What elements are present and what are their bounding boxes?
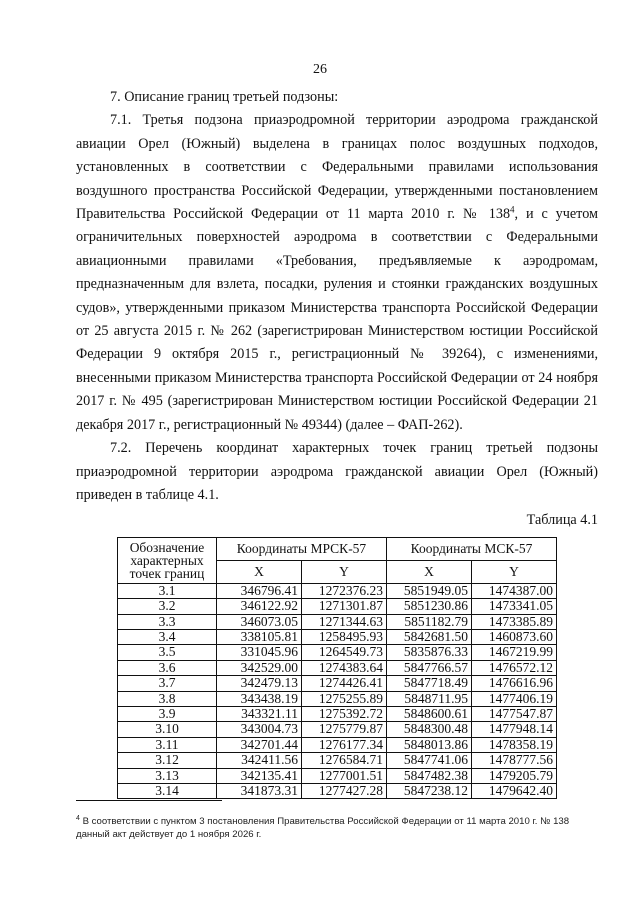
table-row <box>118 676 557 691</box>
footnote-text: В соответствии с пунктом 3 постановления Правительства Российской Федерации от 11 марта 2010 г. № 138 данный акт действует до 1 ноября 2026 г. <box>76 816 570 841</box>
cell-point: 3.6 <box>118 660 217 675</box>
cell-mrsk-x: 342701.44 <box>217 737 302 752</box>
cell-msk-y: 1478358.19 <box>472 737 557 752</box>
cell-mrsk-y: 1271301.87 <box>302 599 387 614</box>
table-caption: Таблица 4.1 <box>526 512 598 529</box>
cell-msk-x: 5847482.38 <box>387 768 472 783</box>
cell-msk-y: 1474387.00 <box>472 583 557 598</box>
document-body <box>76 86 598 799</box>
cell-msk-y: 1479205.79 <box>472 768 557 783</box>
paragraph-7-1-text-b: , и с учетом ограничительных поверхностей аэродрома в соответствии с Федеральными авиационными правилами «Требования, предъявляемые к аэродромам, предназначенным для взлета, посадки, руления и стоянки гражданских воздушных судов», утвержденными приказом Министерства транспорта Российской Федерации от 25 августа 2015 г. № 262 (зарегистрирован Министерством юстиции Российской Федерации 9 октября 2015 г., регистрационный № 39264), с изменениями, внесенными приказом Министерства транспорта Российской Федерации от 24 ноября 2017 г. № 495 (зарегистрирован Министерством юстиции Российской Федерации 21 декабря 2017 г., регистрационный № 49344) (далее – ФАП-262). <box>76 206 598 433</box>
table-row <box>118 753 557 768</box>
cell-msk-y: 1477948.14 <box>472 722 557 737</box>
header-point-designation: Обозначение характерных точек границ <box>118 537 217 583</box>
cell-msk-x: 5848300.48 <box>387 722 472 737</box>
table-row <box>118 629 557 644</box>
table-row <box>118 768 557 783</box>
header-mrsk-y: Y <box>302 560 387 583</box>
cell-mrsk-y: 1275392.72 <box>302 706 387 721</box>
cell-msk-y: 1478777.56 <box>472 753 557 768</box>
cell-point: 3.2 <box>118 599 217 614</box>
coordinates-table <box>117 537 557 800</box>
cell-point: 3.9 <box>118 706 217 721</box>
cell-msk-y: 1476616.96 <box>472 676 557 691</box>
cell-mrsk-y: 1272376.23 <box>302 583 387 598</box>
cell-mrsk-x: 342135.41 <box>217 768 302 783</box>
cell-msk-x: 5848711.95 <box>387 691 472 706</box>
cell-msk-y: 1473385.89 <box>472 614 557 629</box>
cell-point: 3.1 <box>118 583 217 598</box>
cell-msk-x: 5848600.61 <box>387 706 472 721</box>
cell-mrsk-x: 341873.31 <box>217 784 302 799</box>
cell-msk-x: 5847766.57 <box>387 660 472 675</box>
cell-msk-y: 1473341.05 <box>472 599 557 614</box>
footnote-separator <box>76 800 222 801</box>
table-row <box>118 691 557 706</box>
header-mrsk-x: X <box>217 560 302 583</box>
page-number: 26 <box>313 62 327 77</box>
cell-msk-x: 5847238.12 <box>387 784 472 799</box>
paragraph-7-1 <box>76 109 598 437</box>
cell-mrsk-y: 1271344.63 <box>302 614 387 629</box>
cell-mrsk-y: 1277427.28 <box>302 784 387 799</box>
table-row <box>118 614 557 629</box>
cell-mrsk-y: 1275255.89 <box>302 691 387 706</box>
cell-mrsk-y: 1276177.34 <box>302 737 387 752</box>
table-row <box>118 599 557 614</box>
table-row <box>118 645 557 660</box>
header-mrsk-57: Координаты МРСК-57 <box>217 537 387 560</box>
cell-mrsk-x: 343321.11 <box>217 706 302 721</box>
cell-msk-x: 5851182.79 <box>387 614 472 629</box>
cell-point: 3.4 <box>118 629 217 644</box>
cell-msk-y: 1460873.60 <box>472 629 557 644</box>
cell-msk-x: 5842681.50 <box>387 629 472 644</box>
cell-point: 3.11 <box>118 737 217 752</box>
table-row <box>118 722 557 737</box>
table-row <box>118 583 557 598</box>
cell-mrsk-y: 1277001.51 <box>302 768 387 783</box>
cell-point: 3.12 <box>118 753 217 768</box>
cell-mrsk-x: 331045.96 <box>217 645 302 660</box>
section-heading: 7. Описание границ третьей подзоны: <box>110 89 339 105</box>
cell-mrsk-y: 1258495.93 <box>302 629 387 644</box>
table-row <box>118 660 557 675</box>
cell-msk-x: 5835876.33 <box>387 645 472 660</box>
cell-point: 3.13 <box>118 768 217 783</box>
cell-mrsk-y: 1276584.71 <box>302 753 387 768</box>
footnote-reference: 4 <box>510 204 515 215</box>
cell-msk-y: 1477406.19 <box>472 691 557 706</box>
cell-mrsk-x: 342529.00 <box>217 660 302 675</box>
header-msk-x: X <box>387 560 472 583</box>
cell-mrsk-x: 338105.81 <box>217 629 302 644</box>
table-row <box>118 706 557 721</box>
table-row <box>118 784 557 799</box>
cell-msk-x: 5847741.06 <box>387 753 472 768</box>
table-row <box>118 737 557 752</box>
cell-msk-x: 5851949.05 <box>387 583 472 598</box>
cell-mrsk-x: 346073.05 <box>217 614 302 629</box>
cell-mrsk-x: 346122.92 <box>217 599 302 614</box>
footnote <box>76 812 598 841</box>
cell-mrsk-y: 1274426.41 <box>302 676 387 691</box>
cell-point: 3.3 <box>118 614 217 629</box>
cell-mrsk-x: 346796.41 <box>217 583 302 598</box>
cell-msk-y: 1479642.40 <box>472 784 557 799</box>
cell-mrsk-x: 342411.56 <box>217 753 302 768</box>
cell-mrsk-y: 1264549.73 <box>302 645 387 660</box>
cell-point: 3.7 <box>118 676 217 691</box>
cell-msk-x: 5847718.49 <box>387 676 472 691</box>
cell-point: 3.5 <box>118 645 217 660</box>
cell-msk-y: 1476572.12 <box>472 660 557 675</box>
cell-mrsk-x: 343004.73 <box>217 722 302 737</box>
cell-mrsk-x: 343438.19 <box>217 691 302 706</box>
cell-msk-x: 5851230.86 <box>387 599 472 614</box>
cell-mrsk-y: 1274383.64 <box>302 660 387 675</box>
cell-point: 3.10 <box>118 722 217 737</box>
cell-point: 3.8 <box>118 691 217 706</box>
footnote-marker: 4 <box>76 815 80 822</box>
paragraph-7-2: 7.2. Перечень координат характерных точек границ третьей подзоны приаэродромной территории аэродрома гражданской авиации Орел (Южный) приведен в таблице 4.1. <box>76 440 598 503</box>
cell-point: 3.14 <box>118 784 217 799</box>
cell-mrsk-y: 1275779.87 <box>302 722 387 737</box>
cell-msk-x: 5848013.86 <box>387 737 472 752</box>
header-msk-57: Координаты МСК-57 <box>387 537 557 560</box>
paragraph-7-1-text-a: 7.1. Третья подзона приаэродромной территории аэродрома гражданской авиации Орел (Южный) выделена в границах полос воздушных подходов, установленных в соответствии с Федеральными правилами использования воздушного пространства Российской Федерации, утвержденными постановлением Правительства Российской Федерации от 11 марта 2010 г. № 138 <box>76 112 598 223</box>
cell-msk-y: 1477547.87 <box>472 706 557 721</box>
cell-mrsk-x: 342479.13 <box>217 676 302 691</box>
cell-msk-y: 1467219.99 <box>472 645 557 660</box>
header-msk-y: Y <box>472 560 557 583</box>
